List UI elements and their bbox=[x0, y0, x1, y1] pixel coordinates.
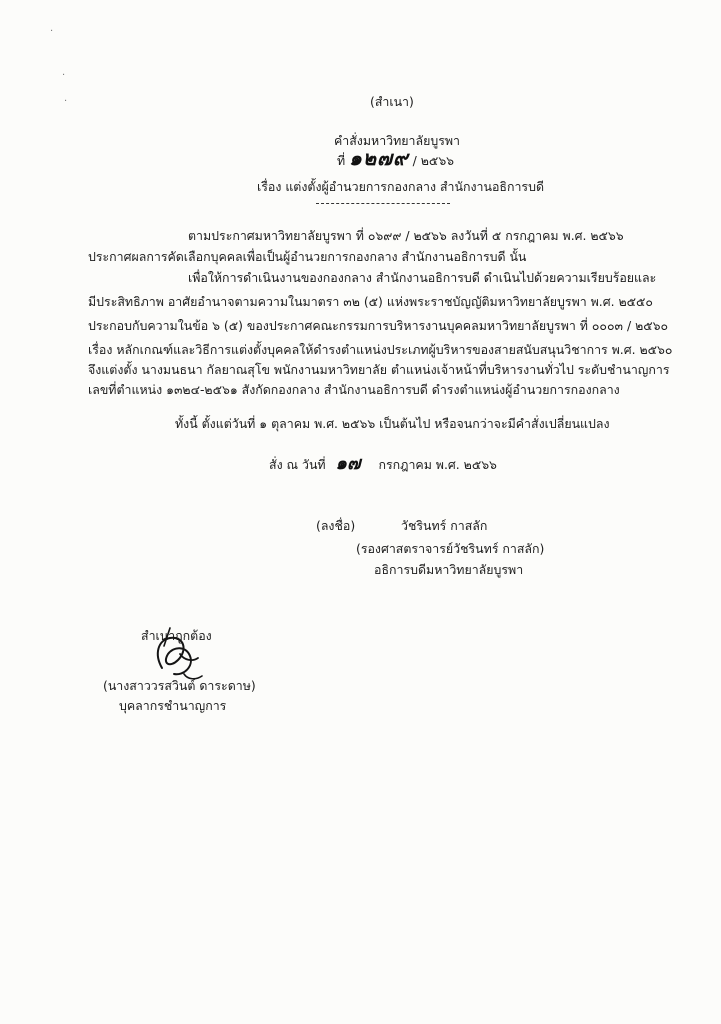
body-line: เลขที่ตำแหน่ง ๑๓๒๔-๒๕๖๑ สังกัดกองกลาง สำนักงานอธิการบดี ดำรงตำแหน่งผู้อำนวยการกองกลาง bbox=[88, 382, 620, 397]
order-number-handwritten: ๑๒๗๙ bbox=[349, 146, 409, 170]
order-date-day-handwritten: ๑๗ bbox=[335, 453, 361, 474]
copy-label: (สำเนา) bbox=[370, 94, 414, 109]
order-number bbox=[337, 146, 455, 174]
header-divider bbox=[316, 203, 450, 204]
body-line: ตามประกาศมหาวิทยาลัยบูรพา ที่ ๐๖๙๙ / ๒๕๖๖ ลงวันที่ ๕ กรกฎาคม พ.ศ. ๒๕๖๖ bbox=[188, 228, 624, 243]
order-number-suffix: / ๒๕๖๖ bbox=[412, 153, 455, 168]
certified-copy-label: สำเนาถูกต้อง bbox=[141, 628, 212, 643]
scan-speck: · bbox=[62, 70, 66, 81]
body-line: เรื่อง หลักเกณฑ์และวิธีการแต่งตั้งบุคคลให้ดำรงตำแหน่งประเภทผู้บริหารของสายสนับสนุนวิชาการ พ.ศ. ๒๕๖๐ bbox=[88, 342, 673, 357]
order-date-suffix: กรกฎาคม พ.ศ. ๒๕๖๖ bbox=[378, 457, 497, 472]
body-line: ประกาศผลการคัดเลือกบุคคลเพื่อเป็นผู้อำนวยการกองกลาง สำนักงานอธิการบดี นั้น bbox=[88, 249, 527, 264]
body-line: จึงแต่งตั้ง นางมนธนา กัลยาณสุโข พนักงานมหาวิทยาลัย ตำแหน่งเจ้าหน้าที่บริหารงานทั่วไป ระดับชำนาญการ bbox=[88, 362, 670, 377]
body-line: มีประสิทธิภาพ อาศัยอำนาจตามความในมาตรา ๓๒ (๕) แห่งพระราชบัญญัติมหาวิทยาลัยบูรพา พ.ศ. ๒๕๕๐ bbox=[88, 294, 653, 309]
certifier-position: บุคลากรชำนาญการ bbox=[119, 698, 227, 713]
order-subject: เรื่อง แต่งตั้งผู้อำนวยการกองกลาง สำนักงานอธิการบดี bbox=[257, 179, 544, 194]
signed-label: (ลงชื่อ) bbox=[316, 518, 356, 533]
scan-speck: · bbox=[50, 26, 54, 37]
order-title: คำสั่งมหาวิทยาลัยบูรพา bbox=[334, 133, 460, 148]
signatory-position: อธิการบดีมหาวิทยาลัยบูรพา bbox=[374, 562, 524, 577]
body-line: ทั้งนี้ ตั้งแต่วันที่ ๑ ตุลาคม พ.ศ. ๒๕๖๖ เป็นต้นไป หรือจนกว่าจะมีคำสั่งเปลี่ยนแปลง bbox=[175, 416, 610, 431]
order-date-prefix: สั่ง ณ วันที่ bbox=[269, 457, 326, 472]
scan-speck: · bbox=[64, 96, 68, 107]
body-line: ประกอบกับความในข้อ ๖ (๕) ของประกาศคณะกรรมการบริหารงานบุคคลมหาวิทยาลัยบูรพา ที่ ๐๐๐๓ / ๒๕๖๐ bbox=[88, 318, 669, 333]
signatory-signed-name: วัชรินทร์ กาสลัก bbox=[401, 518, 488, 533]
signatory-full-name: (รองศาสตราจารย์วัชรินทร์ กาสลัก) bbox=[356, 541, 545, 556]
order-number-prefix: ที่ bbox=[337, 153, 346, 168]
order-date bbox=[269, 453, 497, 480]
certifier-name: (นางสาววรสวินต์ ดาระดาษ) bbox=[103, 678, 256, 693]
body-line: เพื่อให้การดำเนินงานของกองกลาง สำนักงานอธิการบดี ดำเนินไปด้วยความเรียบร้อยและ bbox=[188, 270, 657, 285]
